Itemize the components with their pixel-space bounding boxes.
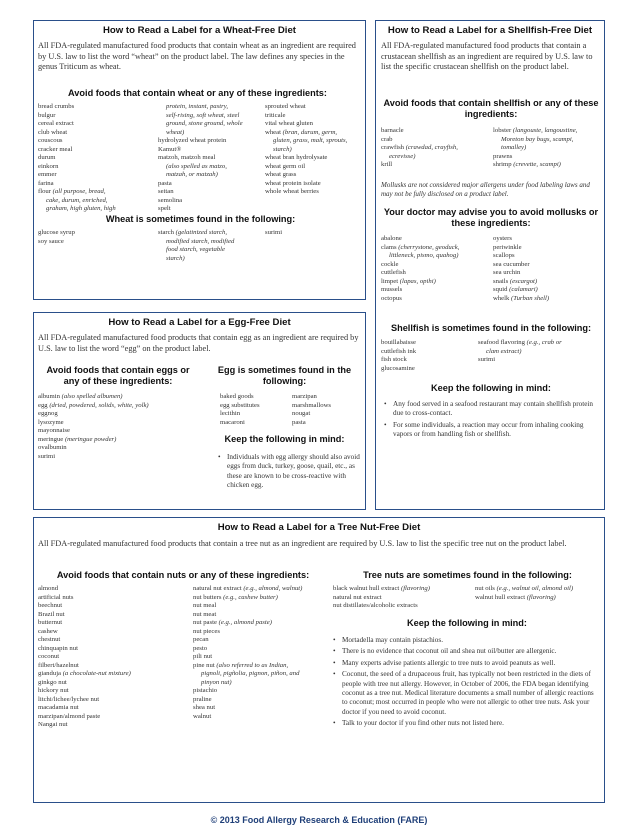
treenut-ingredients-col1 [38,585,188,730]
list-item: emmer [38,171,57,178]
list-item: praline [193,695,212,703]
list-item: pasta [158,179,172,187]
list-item: whole wheat berries [265,188,319,195]
list-item: periwinkle [493,243,522,251]
treenut-intro: All FDA-regulated manufactured food products that contain a tree nut as an ingredient are required by U.S. law to list the specific tree nut on the product label. [38,539,567,548]
list-item: shrimp (crevette, scampi) [493,161,561,168]
egg-sometimes-col1 [220,393,290,427]
shellfish-avoid-heading: Avoid foods that contain shellfish or any of these ingredients: [383,98,599,119]
list-item: farina [38,179,54,187]
list-item: Nangai nut [38,721,68,728]
treenut-sometimes-heading: Tree nuts are sometimes found in the following: [363,570,572,580]
list-item: soy sauce [38,237,64,245]
wheat-avoid-heading: Avoid foods that contain wheat or any of these ingredients: [68,88,327,98]
list-item: seitan [158,188,174,195]
shellfish-keep-heading: Keep the following in mind: [431,383,551,393]
list-item: pasta [292,418,306,426]
list-item: gluten, grass, malt, sprouts, [273,137,348,144]
list-item: Moreton bay bugs, scampi, [501,135,574,143]
list-item: lecithin [220,410,241,417]
list-item: pili nut [193,653,213,660]
list-item: nut meal [193,602,217,609]
list-item: meringue (meringue powder) [38,435,117,443]
bullet-item: • For some individuals, a reaction may occur from inhaling cooking vapors or from handling fish or shellfish. [384,421,599,440]
treenut-title: How to Read a Label for a Tree Nut-Free Diet [217,522,421,533]
treenut-avoid-heading: Avoid foods that contain nuts or any of these ingredients: [56,570,310,580]
list-item: cuttlefish ink [381,347,417,355]
list-item: cuttlefish [381,269,406,276]
list-item: filbert/hazelnut [38,661,79,669]
list-item: bread crumbs [38,103,75,110]
mollusk-doctor-heading: Your doctor may advise you to avoid mollusks or these ingredients: [383,207,599,228]
list-item: shea nut [193,704,216,711]
list-item: whelk (Turban shell) [493,294,550,302]
list-item: walnut [193,712,212,720]
list-item: seafood flavoring (e.g., crab or [478,339,562,346]
bullet-item: • Mortadella may contain pistachios. [333,636,601,645]
list-item: pinyon nut) [201,678,232,686]
list-item: snails (escargot) [493,277,538,285]
list-item: walnut hull extract (flavoring) [475,593,556,601]
list-item: crawfish (crawdad, crayfish, [381,144,458,151]
list-item: modified starch, modified [166,237,235,245]
wheat-sometimes-col1 [38,229,148,246]
list-item: gianduja (a chocolate-nut mixture) [38,670,131,677]
list-item: baked goods [220,393,254,400]
bullet-item: • There is no evidence that coconut oil and shea nut oil/butter are allergenic. [333,647,601,656]
bullet-item: • Talk to your doctor if you find other nuts not listed here. [333,719,601,728]
list-item: matzoh, matzoh meal [158,154,216,161]
list-item: vital wheat gluten [265,120,313,127]
list-item: wheat protein isolate [265,179,321,187]
list-item: chinquapin nut [38,644,78,652]
treenut-keep-list [333,636,601,731]
list-item: graham, high gluten, high [46,205,116,212]
list-item: albumin (also spelled albumen) [38,393,123,400]
list-item: abalone [381,235,402,242]
bullet-item: • Any food served in a seafood restaurant may contain shellfish protein due to cross-contact. [384,400,599,419]
list-item: scallops [493,252,515,259]
egg-avoid-heading: Avoid foods that contain eggs or any of these ingredients: [46,365,190,386]
egg-sometimes-col2 [292,393,362,427]
treenut-sometimes-col2 [475,585,603,602]
list-item: Brazil nut [38,610,65,618]
list-item: spelt [158,205,171,212]
list-item: Kamut® [158,145,182,153]
egg-avoid-list [38,393,198,461]
list-item: pistachio [193,687,218,694]
list-item: pesto [193,644,208,652]
list-item: mussels [381,286,403,293]
bullet-item: • Coconut, the seed of a drupaceous fruit, has typically not been restricted in the diets of people with tree nut allergy. However, in October of 2006, the FDA began identifying coconut as a tree nut. Medical literature documents a small number of allergic reactions to coconut; most occurred in people who were not allergic to other tree nuts. Ask your doctor if you need to avoid coconut. [333,670,601,717]
treenut-keep-heading: Keep the following in mind: [407,618,527,628]
list-item: surimi [38,452,56,460]
list-item: couscous [38,137,63,144]
list-item: eggnog [38,410,58,417]
egg-sometimes-heading: Egg is sometimes found in the following: [217,365,352,386]
list-item: triticale [265,111,286,119]
list-item: tomalley) [501,144,527,151]
list-item: durum [38,154,56,161]
list-item: marzipan/almond paste [38,712,101,720]
list-item: starch) [166,254,185,262]
list-item: crab [381,135,393,143]
list-item: cake, durum, enriched, [46,196,108,204]
list-item: litchi/lichee/lychee nut [38,695,100,703]
list-item: food starch, vegetable [166,246,225,253]
list-item: nut oils (e.g., walnut oil, almond oil) [475,585,574,592]
list-item: clam extract) [486,347,522,355]
list-item: bulgur [38,111,56,119]
wheat-title: How to Read a Label for a Wheat-Free Diet [103,25,296,36]
list-item: wheat (bran, durum, germ, [265,128,338,136]
list-item: egg (dried, powdered, solids, white, yolk) [38,401,149,409]
list-item: prawns [493,152,513,160]
list-item: starch) [273,145,292,153]
list-item: beechnut [38,602,63,609]
list-item: ecrevisse) [389,152,416,160]
list-item: coconut [38,653,60,660]
list-item: sea urchin [493,269,521,276]
list-item: glucosamine [381,364,415,372]
list-item: natural nut extract (e.g., almond, walnut) [193,585,303,592]
shellfish-title: How to Read a Label for a Shellfish-Free Diet [387,25,593,36]
list-item: club wheat [38,128,68,136]
list-item: semolina [158,196,183,204]
list-item: pignoli, pigñolia, pignon, piñon, and [201,670,300,677]
list-item: octopus [381,294,402,302]
wheat-intro: All FDA-regulated manufactured food products that contain wheat as an ingredient are required by U.S. law to list the word “wheat” on the product label. The law defines any species in the genus Triticum as wheat. [38,41,356,72]
list-item: almond [38,585,59,592]
list-item: matzah, or matzah) [166,171,218,178]
list-item: (also spelled as matzo, [166,162,227,170]
list-item: self-rising, soft wheat, steel [166,111,240,119]
list-item: macadamia nut [38,704,79,711]
list-item: bouillabaisse [381,339,416,346]
list-item: protein, instant, pastry, [166,103,228,110]
list-item: lobster (langouste, langoustine, [493,127,578,134]
list-item: cracker meal [38,145,73,153]
list-item: krill [381,161,393,168]
list-item: macaroni [220,418,245,426]
list-item: wheat germ oil [265,162,306,170]
shellfish-ingredients-col1 [381,127,491,170]
list-item: cockle [381,260,399,268]
wheat-ingredients-col1 [38,103,166,214]
list-item: cereal extract [38,120,74,127]
list-item: pecan [193,636,209,643]
list-item: ginkgo nut [38,678,67,686]
list-item: cashew [38,627,58,635]
list-item: flour (all purpose, bread, [38,188,106,195]
shellfish-ingredients-col2 [493,127,603,170]
list-item: littleneck, pismo, quahog) [389,252,459,259]
list-item: limpet (lapas, opihi) [381,277,436,285]
list-item: butternut [38,619,63,626]
shellfish-sometimes-col1 [381,339,481,373]
egg-keep-heading: Keep the following in mind: [224,434,345,444]
list-item: nut distillates/alcoholic extracts [333,602,418,609]
list-item: sprouted wheat [265,103,306,110]
egg-intro: All FDA-regulated manufactured food products that contain egg as an ingredient are required by U.S. law to list the word “egg” on the product label. [38,333,359,353]
list-item: marshmallows [292,401,332,409]
treenut-ingredients-col2 [193,585,333,721]
shellfish-keep-list [384,400,599,442]
list-item: barnacle [381,127,404,134]
list-item: einkorn [38,162,59,170]
wheat-sometimes-col2 [158,229,268,263]
list-item: surimi [478,356,496,363]
list-item: mayonnaise [38,427,70,434]
wheat-sometimes-heading: Wheat is sometimes found in the following: [105,214,296,224]
list-item: artificial nuts [38,593,74,601]
list-item: chestnut [38,636,61,643]
list-item: oysters [493,235,512,242]
list-item: ground, stone ground, whole [166,120,243,127]
list-item: hydrolyzed wheat protein [158,137,227,144]
mollusk-list-col2 [493,235,603,303]
list-item: starch (gelatinized starch, [158,229,228,236]
treenut-sometimes-col1 [333,585,473,611]
list-item: squid (calamari) [493,286,538,293]
list-item: black walnut hull extract (flavoring) [333,585,430,592]
bullet-item: • Individuals with egg allergy should also avoid eggs from duck, turkey, goose, quail, etc., as these are known to be cross-reactive with chicken egg. [218,453,360,491]
list-item: egg substitutes [220,401,260,409]
list-item: fish stock [381,356,407,363]
shellfish-sometimes-heading: Shellfish is sometimes found in the following: [390,323,592,333]
list-item: wheat grass [265,171,297,178]
shellfish-intro: All FDA-regulated manufactured food products that contain a crustacean shellfish as an ingredient are required by U.S. law to list the specific crustacean shellfish on the product label. [381,41,593,72]
mollusk-list-col1 [381,235,491,303]
list-item: wheat bran hydrolysate [265,154,328,161]
list-item: glucose syrup [38,229,75,236]
wheat-ingredients-col2 [158,103,266,214]
egg-title: How to Read a Label for a Egg-Free Diet [108,317,291,328]
list-item: nut meat [193,610,217,618]
list-item: ovalbumin [38,444,67,451]
list-item: nougat [292,410,311,417]
mollusk-note: Mollusks are not considered major allergens under food labeling laws and may not be fully disclosed on a product label. [381,181,590,198]
list-item: wheat) [166,128,185,136]
copyright-footer: © 2013 Food Allergy Research & Education (FARE) [210,815,428,825]
list-item: natural nut extract [333,593,382,601]
list-item: clams (cherrystone, geoduck, [381,243,460,251]
bullet-item: • Many experts advise patients allergic to tree nuts to avoid peanuts as well. [333,659,601,668]
list-item: pine nut (also referred to as Indian, [193,661,289,669]
list-item: nut paste (e.g., almond paste) [193,619,272,626]
list-item: nut pieces [193,627,220,635]
list-item: lysozyme [38,418,64,426]
egg-keep-list [218,453,360,493]
list-item: hickory nut [38,687,69,694]
shellfish-sometimes-col2 [478,339,603,365]
list-item: sea cucumber [493,260,530,268]
list-item: surimi [265,229,283,236]
wheat-ingredients-col3 [265,103,365,197]
list-item: marzipan [292,393,317,400]
wheat-sometimes-col3 [265,229,355,238]
list-item: nut butters (e.g., cashew butter) [193,593,278,601]
